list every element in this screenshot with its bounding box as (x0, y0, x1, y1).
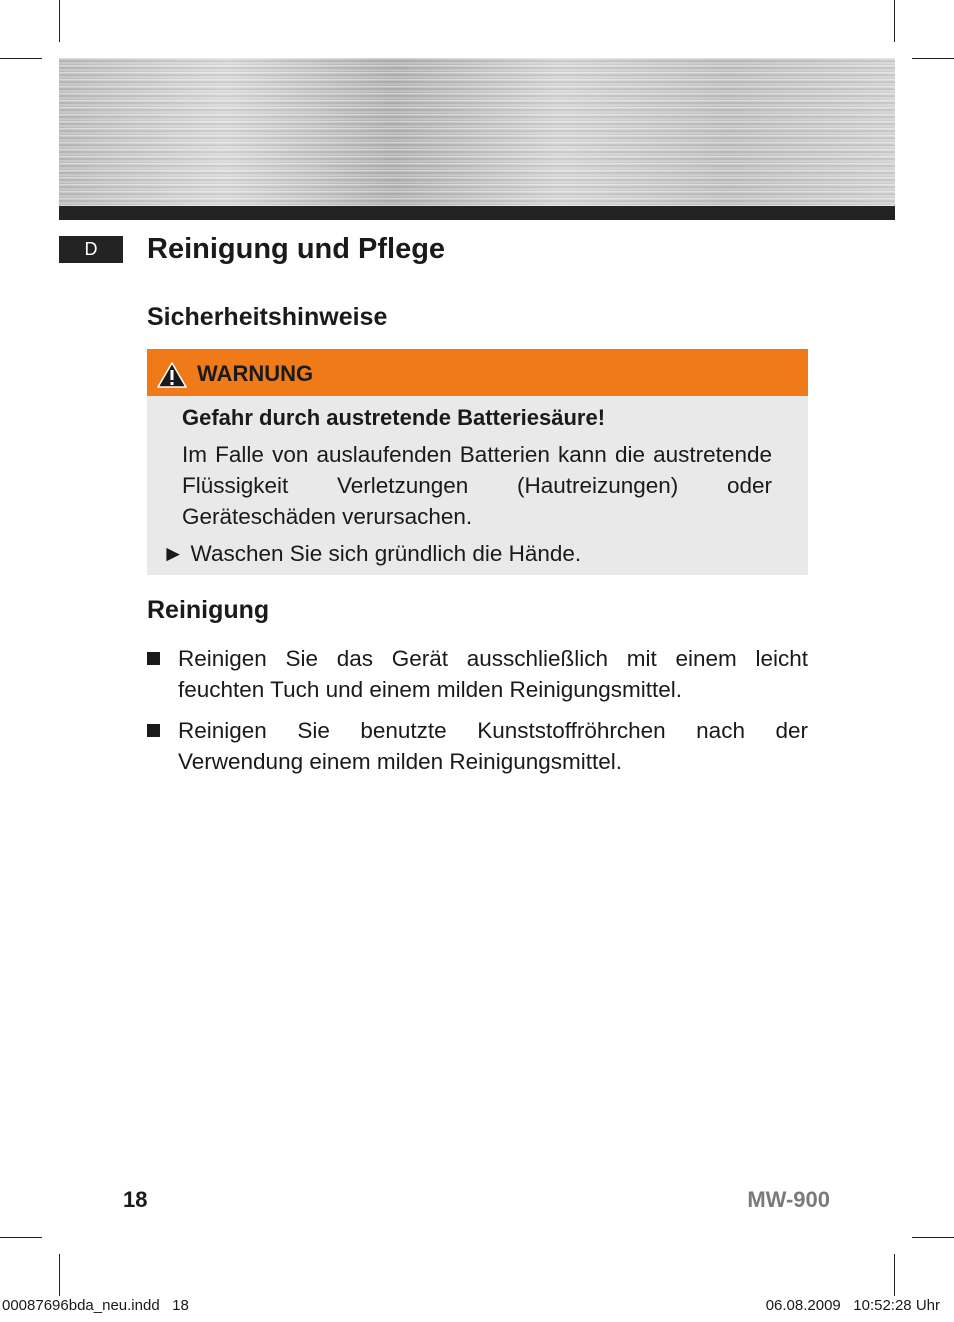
crop-mark (59, 1254, 60, 1296)
print-slug-file: 00087696bda_neu.indd 18 (2, 1297, 189, 1314)
warning-step (162, 539, 581, 569)
cleaning-heading: Reinigung (147, 596, 270, 624)
brushed-metal-banner (59, 58, 895, 206)
warning-triangle-icon (157, 362, 187, 388)
list-item (147, 643, 808, 705)
warning-step-text: Waschen Sie sich gründlich die Hände. (190, 541, 582, 566)
page-number: 18 (123, 1187, 148, 1212)
square-bullet-icon (147, 724, 160, 737)
warning-title: Gefahr durch austretende Batteriesäure! (182, 405, 606, 430)
list-item-text: Reinigen Sie benutzte Kunststoffröhrchen nach der Verwendung einem milden Reinigungsmittel. (178, 718, 808, 774)
banner-bar (59, 206, 895, 220)
warning-box (147, 349, 808, 575)
language-tab: D (59, 236, 123, 263)
warning-label: WARNUNG (197, 361, 314, 386)
print-slug-date: 06.08.2009 10:52:28 Uhr (765, 1297, 940, 1314)
crop-mark (59, 0, 60, 42)
model-name: MW-900 (747, 1187, 830, 1212)
crop-mark (912, 1237, 954, 1238)
crop-mark (894, 1254, 895, 1296)
warning-header (147, 349, 808, 396)
warning-body: Im Falle von auslaufenden Batterien kann die austretende Flüssigkeit Verletzungen (Hautreizungen) oder Geräteschäden verursachen. (182, 442, 772, 529)
section-title: Reinigung und Pflege (147, 233, 446, 265)
step-arrow-icon: ► (162, 541, 185, 566)
list-item (147, 715, 808, 777)
square-bullet-icon (147, 652, 160, 665)
crop-mark (894, 0, 895, 42)
cleaning-list (147, 643, 808, 787)
crop-mark (912, 58, 954, 59)
crop-mark (0, 1237, 42, 1238)
crop-mark (0, 58, 42, 59)
list-item-text: Reinigen Sie das Gerät ausschließlich mit einem leicht feuchten Tuch und einem milden Reinigungsmittel. (178, 646, 808, 702)
safety-heading: Sicherheitshinweise (147, 303, 388, 331)
